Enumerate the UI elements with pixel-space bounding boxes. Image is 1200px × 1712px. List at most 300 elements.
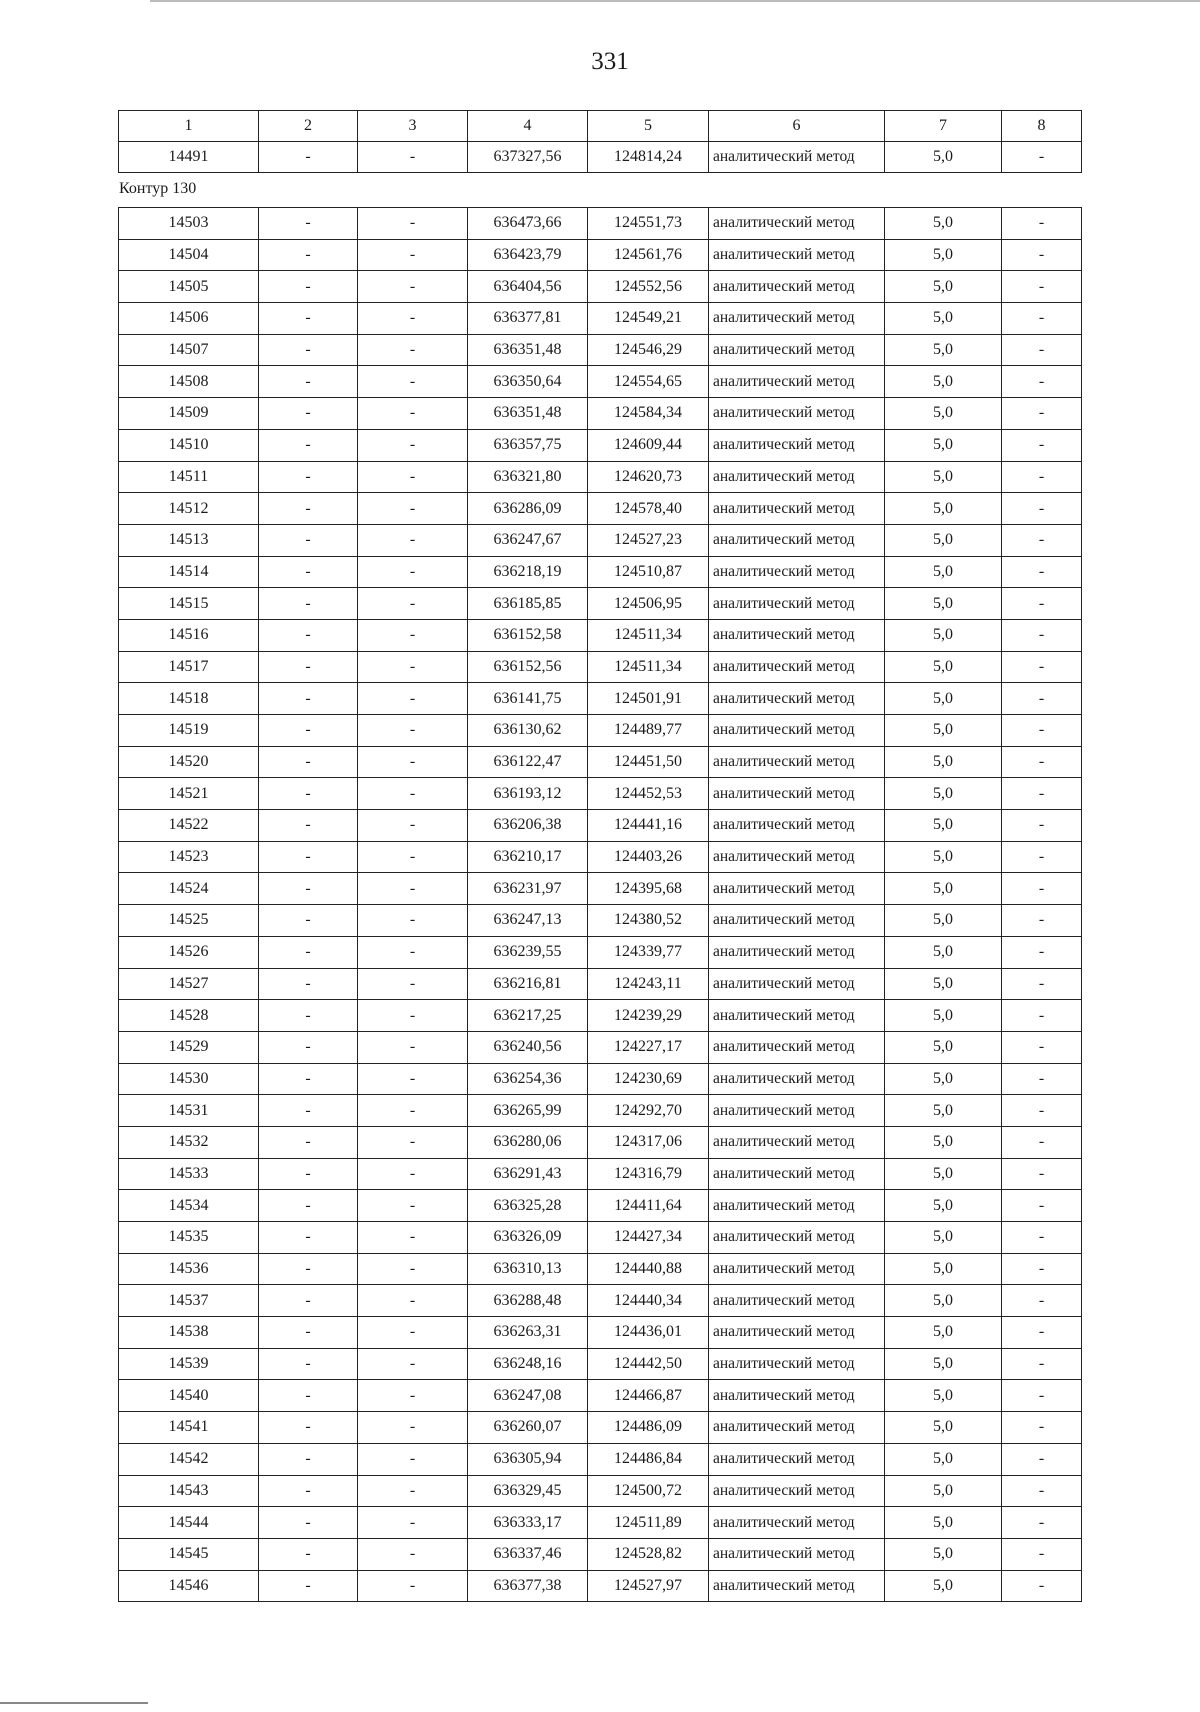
x-coordinate: 636152,56 [468,651,588,683]
accuracy: 5,0 [885,1222,1002,1254]
point-number: 14531 [119,1095,259,1127]
cell: - [259,398,358,430]
y-coordinate: 124395,68 [588,873,709,905]
cell: - [259,936,358,968]
accuracy: 5,0 [885,810,1002,842]
accuracy: 5,0 [885,1285,1002,1317]
contour-label: Контур 130 [119,180,197,197]
accuracy: 5,0 [885,841,1002,873]
table-row [119,461,1082,493]
point-number: 14509 [119,398,259,430]
y-coordinate: 124506,95 [588,588,709,620]
x-coordinate: 636247,67 [468,524,588,556]
cell: - [259,1507,358,1539]
cell: - [259,810,358,842]
cell: - [1002,1190,1082,1222]
accuracy: 5,0 [885,778,1002,810]
page-number: 331 [591,48,629,75]
method: аналитический метод [709,334,885,366]
y-coordinate: 124511,34 [588,651,709,683]
cell: - [1002,1317,1082,1349]
cell: - [1002,1475,1082,1507]
cell: - [259,366,358,398]
cell: - [358,746,468,778]
point-number: 14505 [119,271,259,303]
point-number: 14507 [119,334,259,366]
cell: - [259,1190,358,1222]
method: аналитический метод [709,1190,885,1222]
method: аналитический метод [709,239,885,271]
x-coordinate: 636216,81 [468,968,588,1000]
header-cell: 4 [468,111,588,142]
cell: - [358,461,468,493]
point-number: 14527 [119,968,259,1000]
method: аналитический метод [709,588,885,620]
scan-edge-line [150,0,1200,2]
x-coordinate: 636286,09 [468,493,588,525]
cell: - [259,1095,358,1127]
point-number: 14537 [119,1285,259,1317]
y-coordinate: 124546,29 [588,334,709,366]
cell: - [358,619,468,651]
accuracy: 5,0 [885,1443,1002,1475]
cell: - [358,239,468,271]
coordinates-table-top [118,110,1082,173]
cell: - [259,778,358,810]
cell: - [259,746,358,778]
cell: - [1002,746,1082,778]
point-number: 14535 [119,1222,259,1254]
cell: - [259,841,358,873]
cell: - [1002,524,1082,556]
y-coordinate: 124427,34 [588,1222,709,1254]
cell: - [259,651,358,683]
cell: - [1002,1570,1082,1602]
accuracy: 5,0 [885,1000,1002,1032]
accuracy: 5,0 [885,366,1002,398]
table-row [119,334,1082,366]
point-number: 14518 [119,683,259,715]
table-row [119,1443,1082,1475]
x-coordinate: 636337,46 [468,1538,588,1570]
method: аналитический метод [709,1222,885,1254]
method: аналитический метод [709,1095,885,1127]
cell: - [358,1538,468,1570]
x-coordinate: 636325,28 [468,1190,588,1222]
method: аналитический метод [709,1348,885,1380]
table-row [119,556,1082,588]
cell: - [358,588,468,620]
x-coordinate: 636141,75 [468,683,588,715]
cell: - [1002,1507,1082,1539]
x-coordinate: 636254,36 [468,1063,588,1095]
method: аналитический метод [709,1000,885,1032]
cell: - [259,1412,358,1444]
point-number: 14503 [119,208,259,240]
accuracy: 5,0 [885,588,1002,620]
x-coordinate: 636260,07 [468,1412,588,1444]
cell: - [1002,1000,1082,1032]
cell: - [259,1348,358,1380]
method: аналитический метод [709,1412,885,1444]
cell: - [259,1570,358,1602]
cell: - [259,303,358,335]
point-number: 14512 [119,493,259,525]
y-coordinate: 124442,50 [588,1348,709,1380]
accuracy: 5,0 [885,142,1002,173]
accuracy: 5,0 [885,1095,1002,1127]
cell: - [1002,429,1082,461]
accuracy: 5,0 [885,1063,1002,1095]
point-number: 14536 [119,1253,259,1285]
y-coordinate: 124561,76 [588,239,709,271]
y-coordinate: 124584,34 [588,398,709,430]
cell: - [358,1443,468,1475]
table-row [119,905,1082,937]
accuracy: 5,0 [885,556,1002,588]
table-row [119,524,1082,556]
y-coordinate: 124239,29 [588,1000,709,1032]
y-coordinate: 124380,52 [588,905,709,937]
scan-edge-line [0,1702,148,1704]
table-row [119,142,1082,173]
x-coordinate: 636210,17 [468,841,588,873]
table-row [119,1507,1082,1539]
cell: - [1002,461,1082,493]
x-coordinate: 636240,56 [468,1031,588,1063]
method: аналитический метод [709,810,885,842]
method: аналитический метод [709,493,885,525]
x-coordinate: 637327,56 [468,142,588,173]
x-coordinate: 636280,06 [468,1126,588,1158]
x-coordinate: 636326,09 [468,1222,588,1254]
accuracy: 5,0 [885,239,1002,271]
cell: - [259,1538,358,1570]
coordinates-table [118,207,1082,1602]
cell: - [358,1190,468,1222]
x-coordinate: 636329,45 [468,1475,588,1507]
y-coordinate: 124411,64 [588,1190,709,1222]
point-number: 14539 [119,1348,259,1380]
method: аналитический метод [709,429,885,461]
cell: - [259,461,358,493]
table-row [119,873,1082,905]
cell: - [358,1222,468,1254]
point-number: 14524 [119,873,259,905]
point-number: 14514 [119,556,259,588]
point-number: 14544 [119,1507,259,1539]
table-row [119,398,1082,430]
cell: - [259,715,358,747]
x-coordinate: 636217,25 [468,1000,588,1032]
header-cell: 5 [588,111,709,142]
y-coordinate: 124436,01 [588,1317,709,1349]
cell: - [1002,619,1082,651]
method: аналитический метод [709,778,885,810]
cell: - [1002,334,1082,366]
point-number: 14506 [119,303,259,335]
x-coordinate: 636130,62 [468,715,588,747]
cell: - [259,683,358,715]
x-coordinate: 636291,43 [468,1158,588,1190]
point-number: 14516 [119,619,259,651]
accuracy: 5,0 [885,303,1002,335]
point-number: 14540 [119,1380,259,1412]
accuracy: 5,0 [885,1348,1002,1380]
table-row [119,208,1082,240]
point-number: 14543 [119,1475,259,1507]
cell: - [358,841,468,873]
cell: - [1002,873,1082,905]
y-coordinate: 124466,87 [588,1380,709,1412]
y-coordinate: 124549,21 [588,303,709,335]
point-number: 14504 [119,239,259,271]
cell: - [358,905,468,937]
cell: - [358,968,468,1000]
table-row [119,239,1082,271]
accuracy: 5,0 [885,936,1002,968]
y-coordinate: 124317,06 [588,1126,709,1158]
cell: - [1002,905,1082,937]
cell: - [358,1475,468,1507]
accuracy: 5,0 [885,334,1002,366]
table-row [119,683,1082,715]
cell: - [1002,239,1082,271]
accuracy: 5,0 [885,1158,1002,1190]
cell: - [259,588,358,620]
cell: - [259,271,358,303]
cell: - [259,334,358,366]
cell: - [1002,1412,1082,1444]
y-coordinate: 124527,97 [588,1570,709,1602]
cell: - [1002,715,1082,747]
cell: - [259,239,358,271]
y-coordinate: 124510,87 [588,556,709,588]
x-coordinate: 636333,17 [468,1507,588,1539]
y-coordinate: 124578,40 [588,493,709,525]
cell: - [1002,1380,1082,1412]
table-row [119,493,1082,525]
x-coordinate: 636350,64 [468,366,588,398]
cell: - [358,651,468,683]
x-coordinate: 636351,48 [468,334,588,366]
point-number: 14515 [119,588,259,620]
cell: - [1002,1031,1082,1063]
cell: - [1002,1158,1082,1190]
cell: - [358,1348,468,1380]
method: аналитический метод [709,1443,885,1475]
cell: - [1002,1443,1082,1475]
y-coordinate: 124501,91 [588,683,709,715]
method: аналитический метод [709,651,885,683]
table-row [119,1000,1082,1032]
accuracy: 5,0 [885,208,1002,240]
table-row [119,1475,1082,1507]
cell: - [1002,366,1082,398]
x-coordinate: 636206,38 [468,810,588,842]
accuracy: 5,0 [885,271,1002,303]
y-coordinate: 124230,69 [588,1063,709,1095]
x-coordinate: 636231,97 [468,873,588,905]
x-coordinate: 636377,38 [468,1570,588,1602]
cell: - [259,905,358,937]
x-coordinate: 636122,47 [468,746,588,778]
table-row [119,841,1082,873]
method: аналитический метод [709,208,885,240]
table-row [119,651,1082,683]
x-coordinate: 636247,08 [468,1380,588,1412]
cell: - [358,873,468,905]
y-coordinate: 124486,84 [588,1443,709,1475]
point-number: 14517 [119,651,259,683]
x-coordinate: 636248,16 [468,1348,588,1380]
x-coordinate: 636357,75 [468,429,588,461]
cell: - [358,271,468,303]
cell: - [1002,1063,1082,1095]
point-number: 14542 [119,1443,259,1475]
cell: - [1002,810,1082,842]
method: аналитический метод [709,1380,885,1412]
point-number: 14526 [119,936,259,968]
cell: - [259,873,358,905]
method: аналитический метод [709,619,885,651]
accuracy: 5,0 [885,905,1002,937]
point-number: 14520 [119,746,259,778]
method: аналитический метод [709,398,885,430]
table-row [119,968,1082,1000]
cell: - [358,1317,468,1349]
cell: - [1002,968,1082,1000]
cell: - [1002,1285,1082,1317]
method: аналитический метод [709,461,885,493]
point-number: 14534 [119,1190,259,1222]
cell: - [358,398,468,430]
table-row [119,1095,1082,1127]
accuracy: 5,0 [885,968,1002,1000]
method: аналитический метод [709,1126,885,1158]
cell: - [358,429,468,461]
method: аналитический метод [709,936,885,968]
cell: - [358,778,468,810]
y-coordinate: 124441,16 [588,810,709,842]
y-coordinate: 124243,11 [588,968,709,1000]
cell: - [1002,1538,1082,1570]
x-coordinate: 636152,58 [468,619,588,651]
cell: - [1002,841,1082,873]
cell: - [358,1412,468,1444]
cell: - [1002,588,1082,620]
table-row [119,778,1082,810]
accuracy: 5,0 [885,1507,1002,1539]
cell: - [259,493,358,525]
table-row [119,1063,1082,1095]
y-coordinate: 124554,65 [588,366,709,398]
cell: - [1002,208,1082,240]
cell: - [259,1380,358,1412]
y-coordinate: 124339,77 [588,936,709,968]
x-coordinate: 636377,81 [468,303,588,335]
table-row [119,1285,1082,1317]
cell: - [259,1031,358,1063]
cell: - [358,366,468,398]
y-coordinate: 124500,72 [588,1475,709,1507]
cell: - [358,1158,468,1190]
point-number: 14532 [119,1126,259,1158]
accuracy: 5,0 [885,429,1002,461]
point-number: 14533 [119,1158,259,1190]
cell: - [259,619,358,651]
point-number: 14525 [119,905,259,937]
accuracy: 5,0 [885,873,1002,905]
method: аналитический метод [709,366,885,398]
cell: - [358,1380,468,1412]
method: аналитический метод [709,556,885,588]
cell: - [259,1475,358,1507]
method: аналитический метод [709,683,885,715]
cell: - [1002,778,1082,810]
cell: - [259,1285,358,1317]
y-coordinate: 124227,17 [588,1031,709,1063]
method: аналитический метод [709,1475,885,1507]
cell: - [1002,493,1082,525]
table-row [119,303,1082,335]
accuracy: 5,0 [885,461,1002,493]
method: аналитический метод [709,1063,885,1095]
point-number: 14491 [119,142,259,173]
method: аналитический метод [709,905,885,937]
cell: - [1002,1348,1082,1380]
accuracy: 5,0 [885,1380,1002,1412]
table-row [119,1253,1082,1285]
point-number: 14530 [119,1063,259,1095]
accuracy: 5,0 [885,683,1002,715]
point-number: 14519 [119,715,259,747]
y-coordinate: 124511,34 [588,619,709,651]
cell: - [259,1063,358,1095]
cell: - [1002,1095,1082,1127]
x-coordinate: 636239,55 [468,936,588,968]
x-coordinate: 636265,99 [468,1095,588,1127]
method: аналитический метод [709,968,885,1000]
accuracy: 5,0 [885,1538,1002,1570]
x-coordinate: 636193,12 [468,778,588,810]
cell: - [358,524,468,556]
cell: - [1002,398,1082,430]
cell: - [259,208,358,240]
method: аналитический метод [709,1253,885,1285]
method: аналитический метод [709,746,885,778]
point-number: 14541 [119,1412,259,1444]
cell: - [358,683,468,715]
method: аналитический метод [709,1538,885,1570]
cell: - [358,1570,468,1602]
y-coordinate: 124440,34 [588,1285,709,1317]
y-coordinate: 124440,88 [588,1253,709,1285]
method: аналитический метод [709,1285,885,1317]
accuracy: 5,0 [885,1412,1002,1444]
cell: - [358,1507,468,1539]
cell: - [259,968,358,1000]
cell: - [1002,556,1082,588]
x-coordinate: 636423,79 [468,239,588,271]
table-row [119,619,1082,651]
y-coordinate: 124551,73 [588,208,709,240]
cell: - [358,1285,468,1317]
y-coordinate: 124486,09 [588,1412,709,1444]
cell: - [1002,142,1082,173]
cell: - [358,810,468,842]
x-coordinate: 636185,85 [468,588,588,620]
